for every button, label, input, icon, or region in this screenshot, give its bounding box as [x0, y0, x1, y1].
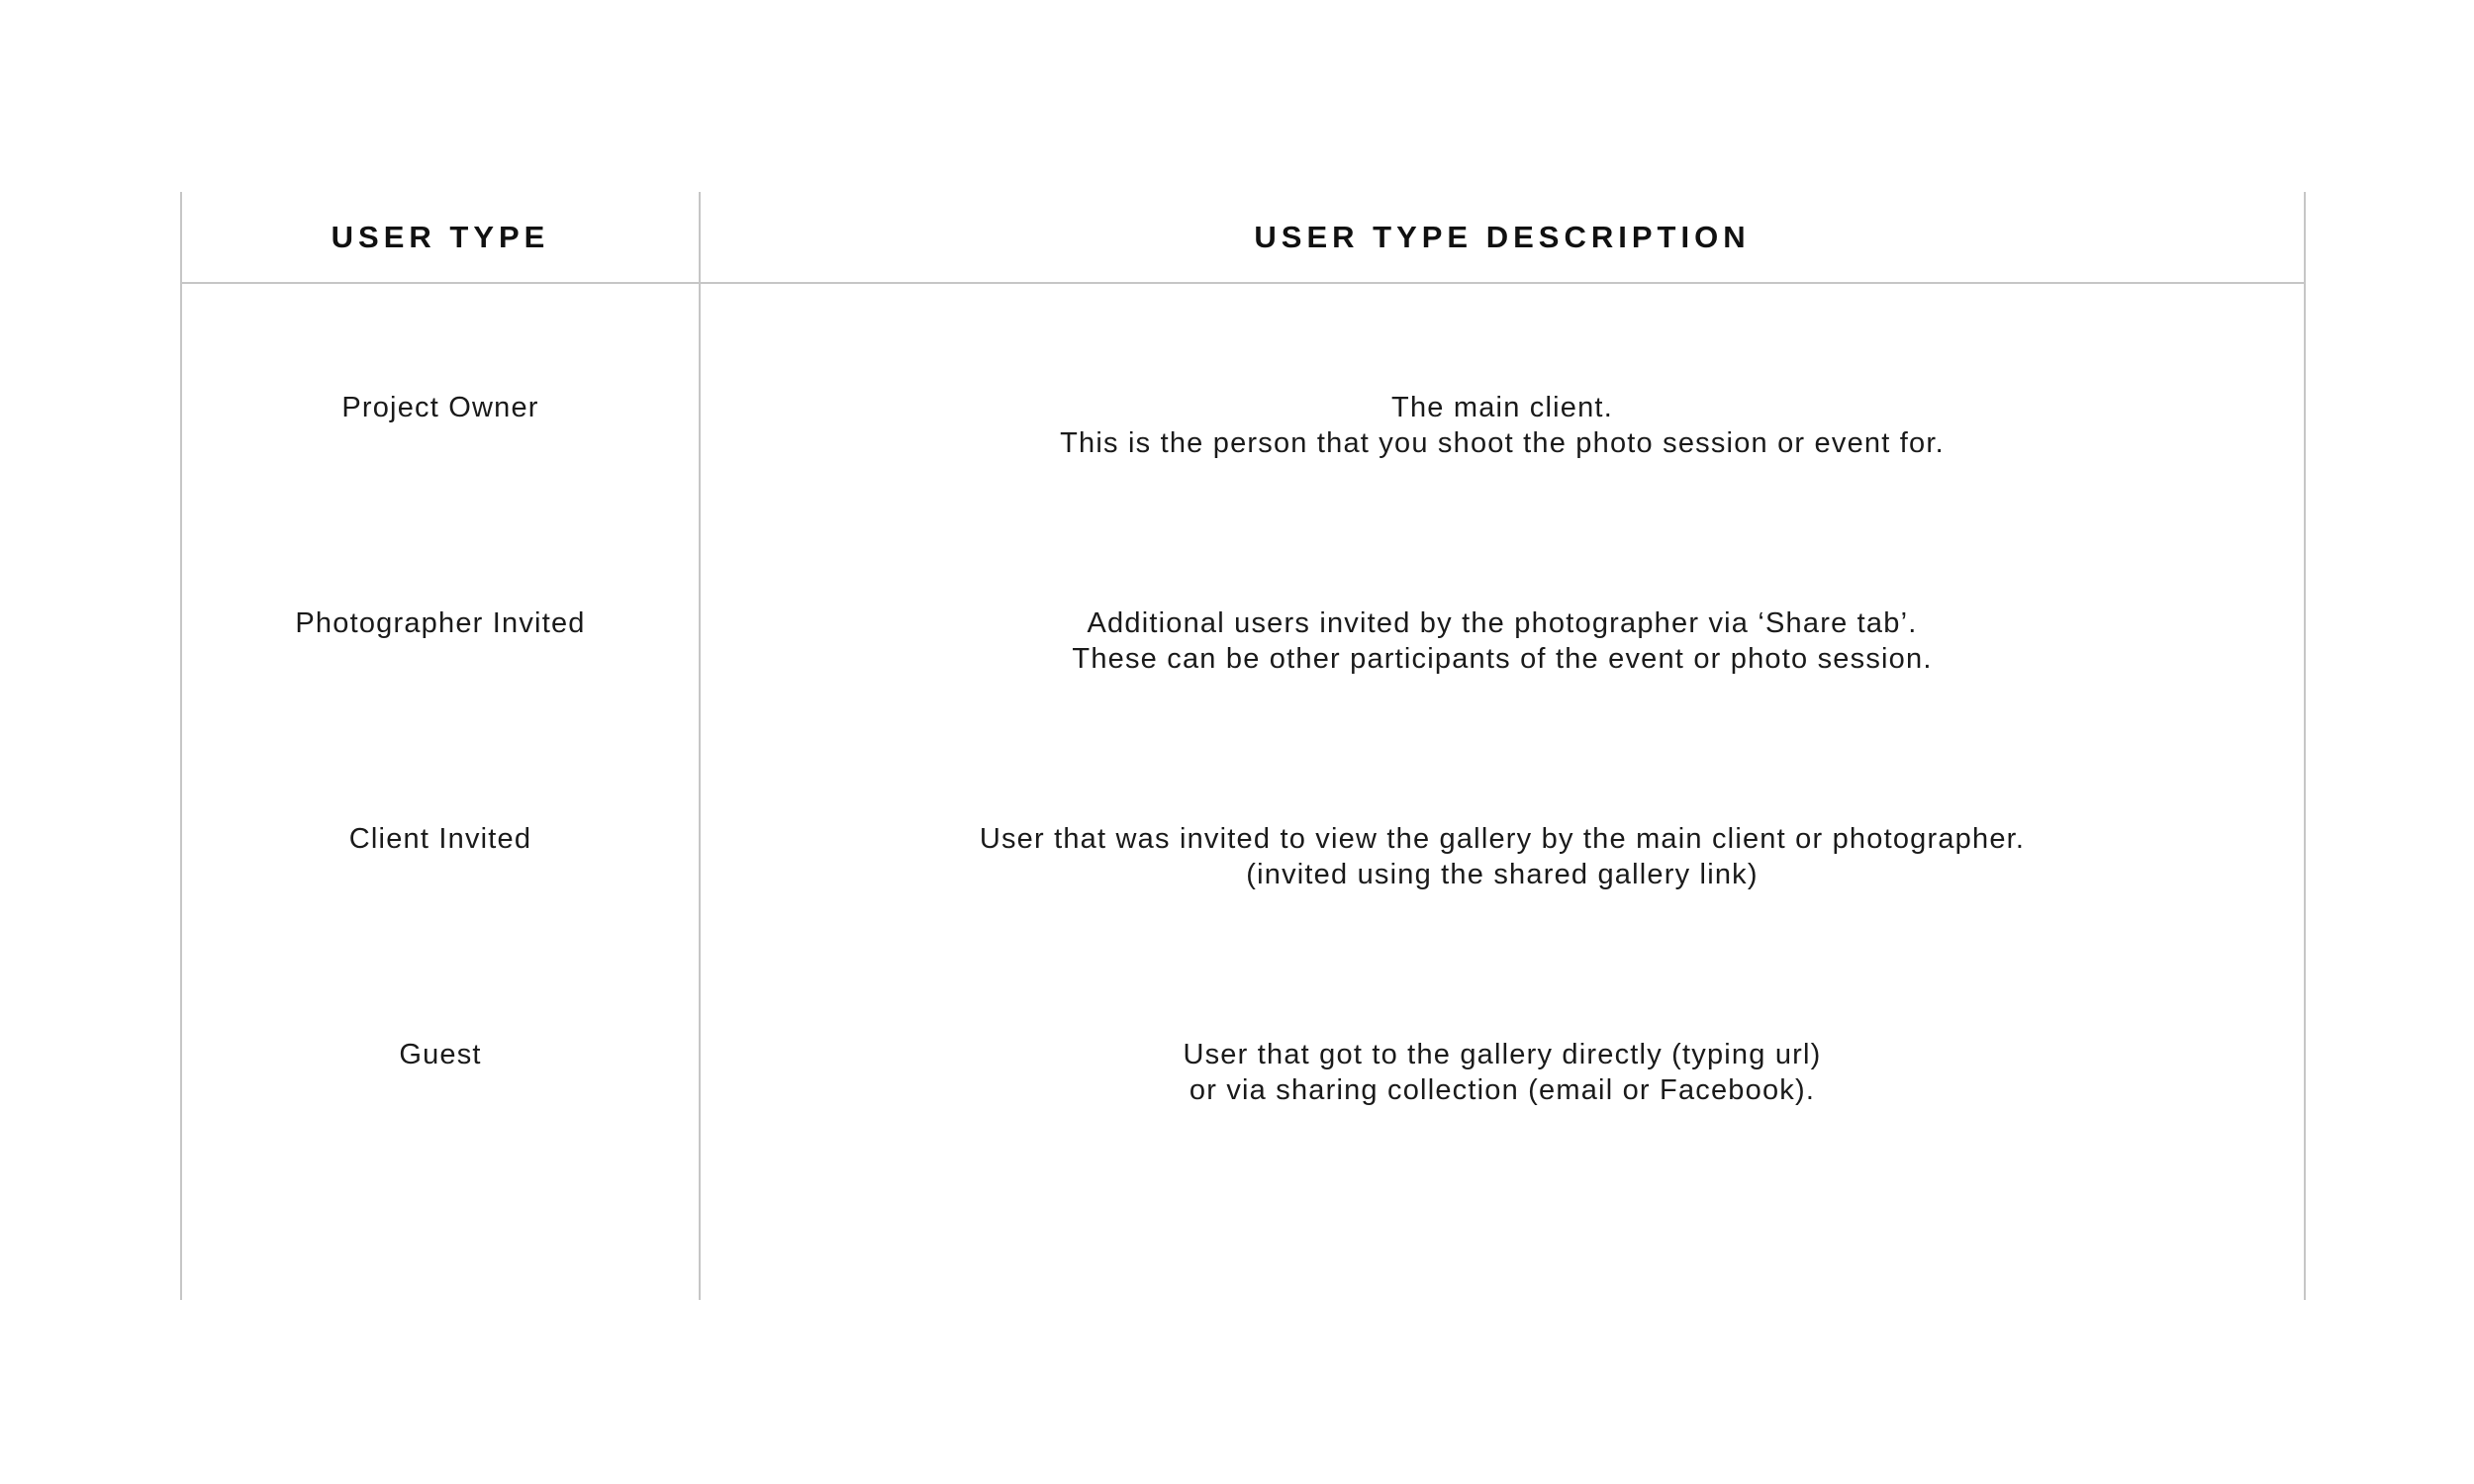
table-right-border — [2304, 192, 2306, 1300]
user-type-description-cell — [701, 1037, 2304, 1108]
description-line: These can be other participants of the event or photo session. — [1072, 643, 1933, 675]
table-left-border — [180, 192, 182, 1300]
description-line: or via sharing collection (email or Facebook). — [1189, 1074, 1816, 1106]
description-line: Additional users invited by the photographer via ‘Share tab’. — [1087, 607, 1918, 639]
user-type-cell: Project Owner — [341, 392, 539, 423]
user-type-cell: Client Invited — [348, 823, 532, 855]
user-type-description-cell — [701, 821, 2304, 892]
column-divider — [699, 192, 701, 1300]
user-types-table — [180, 192, 2306, 1300]
description-line: This is the person that you shoot the photo session or event for. — [1060, 427, 1945, 459]
description-line: User that got to the gallery directly (typing url) — [1183, 1039, 1822, 1070]
user-type-cell: Photographer Invited — [295, 607, 586, 639]
description-line: (invited using the shared gallery link) — [1246, 859, 1759, 890]
description-line: User that was invited to view the gallery by the main client or photographer. — [979, 823, 2026, 855]
user-type-description-cell — [701, 390, 2304, 461]
header-divider — [180, 282, 2306, 284]
user-type-cell: Guest — [399, 1039, 482, 1070]
header-user-type-description: USER TYPE DESCRIPTION — [1254, 219, 1751, 254]
description-line: The main client. — [1391, 392, 1613, 423]
header-user-type: USER TYPE — [331, 219, 550, 254]
user-type-description-cell — [701, 605, 2304, 677]
